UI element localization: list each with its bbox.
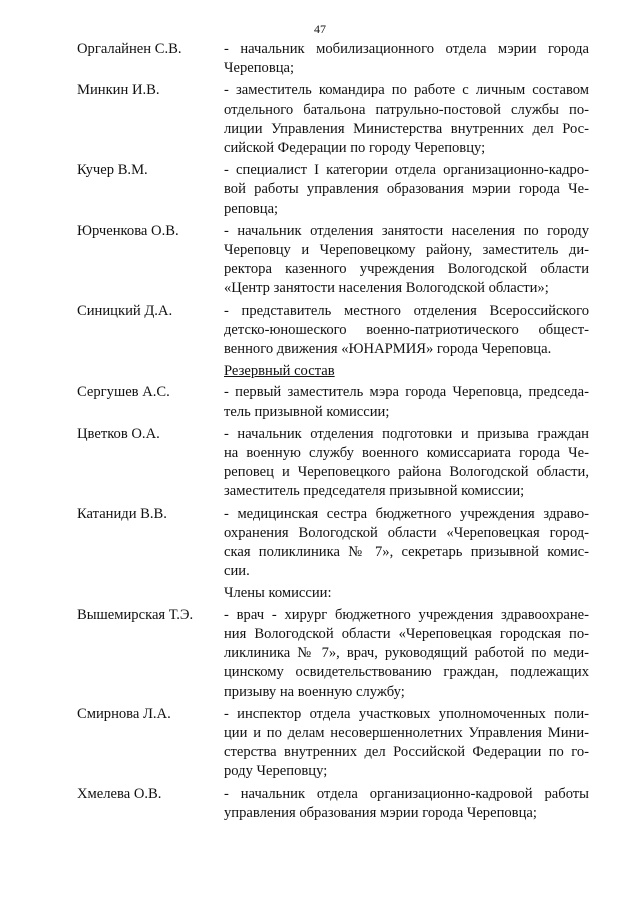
text-line: заместитель председателя призывной комиссии; — [224, 483, 525, 500]
text-line: - начальник отделения подготовки и призыва граждан — [224, 425, 589, 442]
commission-member-list — [77, 40, 597, 826]
member-name: Кучер В.М. — [77, 162, 148, 179]
text-line: - первый заместитель мэра города Череповца, председа- — [224, 384, 589, 401]
text-line: реповец и Череповецкого района Вологодской области, — [224, 464, 589, 481]
member-entry — [77, 505, 597, 582]
text-line: сии. — [224, 563, 250, 580]
text-line: - представитель местного отделения Всероссийского — [224, 302, 589, 319]
page-number: 47 — [314, 22, 326, 36]
text-line: тель призывной комиссии; — [224, 403, 390, 420]
member-position — [224, 81, 589, 158]
text-line: - инспектор отдела участковых уполномоченных поли- — [224, 705, 589, 722]
text-line: на военную службу военного комиссариата города Че- — [224, 445, 589, 462]
text-line: - начальник отделения занятости населения по городу — [224, 222, 589, 239]
text-line: призыву на военную службу; — [224, 683, 405, 700]
member-entry — [77, 222, 597, 299]
section-heading-text — [224, 584, 589, 603]
text-line: ния Вологодской области «Череповецкая городская по- — [224, 625, 589, 642]
member-entry — [77, 383, 597, 421]
text-line: отдельного батальона патрульно-постовой службы по- — [224, 101, 589, 118]
text-line: венного движения «ЮНАРМИЯ» города Череповца. — [224, 341, 552, 358]
member-name — [77, 362, 224, 381]
text-line: ская поликлиника № 7», секретарь призывной комис- — [224, 544, 589, 561]
section-heading — [77, 584, 597, 603]
section-heading — [77, 362, 597, 381]
member-name: Хмелева О.В. — [77, 785, 162, 802]
member-entry — [77, 161, 597, 219]
member-name: Юрченкова О.В. — [77, 222, 179, 239]
text-line: реповца; — [224, 200, 279, 217]
text-line: Члены комиссии: — [224, 585, 332, 602]
text-line: ции и по делам несовершеннолетних Управления Мини- — [224, 724, 589, 741]
member-position — [224, 302, 589, 360]
text-line: роду Череповцу; — [224, 763, 328, 780]
member-position — [224, 705, 589, 782]
member-position — [224, 425, 589, 502]
text-line: управления образования мэрии города Череповца; — [224, 804, 537, 821]
member-entry — [77, 606, 597, 702]
member-position — [224, 383, 589, 421]
text-line: - врач - хирург бюджетного учреждения здравоохране- — [224, 606, 589, 623]
member-name: Сергушев А.С. — [77, 384, 170, 401]
member-name: Катаниди В.В. — [77, 505, 167, 522]
member-name: Цветков О.А. — [77, 425, 160, 442]
member-name: Синицкий Д.А. — [77, 302, 173, 319]
text-line: Череповцу и Череповецкому району, заместитель ди- — [224, 242, 589, 259]
text-line: сийской Федерации по городу Череповцу; — [224, 140, 486, 157]
member-name: Оргалайнен С.В. — [77, 41, 182, 57]
member-name — [77, 584, 224, 603]
member-position — [224, 505, 589, 582]
member-entry — [77, 705, 597, 782]
text-line: вой работы управления образования мэрии города Че- — [224, 181, 589, 198]
member-entry — [77, 425, 597, 502]
text-line: охранения Вологодской области «Череповецкая город- — [224, 524, 589, 541]
member-position — [224, 785, 589, 823]
member-position — [224, 606, 589, 702]
text-line: - медицинская сестра бюджетного учреждения здраво- — [224, 505, 589, 522]
member-entry — [77, 302, 597, 360]
section-heading-text — [224, 362, 589, 381]
member-entry — [77, 81, 597, 158]
text-line: Череповца; — [224, 60, 295, 77]
text-line: - начальник отдела организационно-кадровой работы — [224, 785, 589, 802]
text-line: цинскому освидетельствованию граждан, подлежащих — [224, 664, 589, 681]
member-position — [224, 40, 589, 78]
text-line: - специалист I категории отдела организационно-кадро- — [224, 162, 589, 179]
member-entry — [77, 40, 597, 78]
text-line: «Центр занятости населения Вологодской области»; — [224, 280, 549, 297]
member-name: Вышемирская Т.Э. — [77, 606, 194, 623]
member-name: Смирнова Л.А. — [77, 705, 171, 722]
member-entry — [77, 785, 597, 823]
member-name: Минкин И.В. — [77, 82, 160, 99]
text-line: ректора казенного учреждения Вологодской области — [224, 261, 589, 278]
text-line: лиции Управления Министерства внутренних дел Рос- — [224, 120, 589, 137]
member-position — [224, 222, 589, 299]
text-line: ликлиника № 7», врач, руководящий работой по меди- — [224, 645, 589, 662]
text-line: стерства внутренних дел Российской Федерации по го- — [224, 744, 589, 761]
text-line: детско-юношеского военно-патриотического общест- — [224, 321, 589, 338]
text-line: - начальник мобилизационного отдела мэрии города — [224, 41, 589, 57]
text-line: Резервный состав — [224, 363, 335, 380]
member-position — [224, 161, 589, 219]
text-line: - заместитель командира по работе с личным составом — [224, 82, 589, 99]
